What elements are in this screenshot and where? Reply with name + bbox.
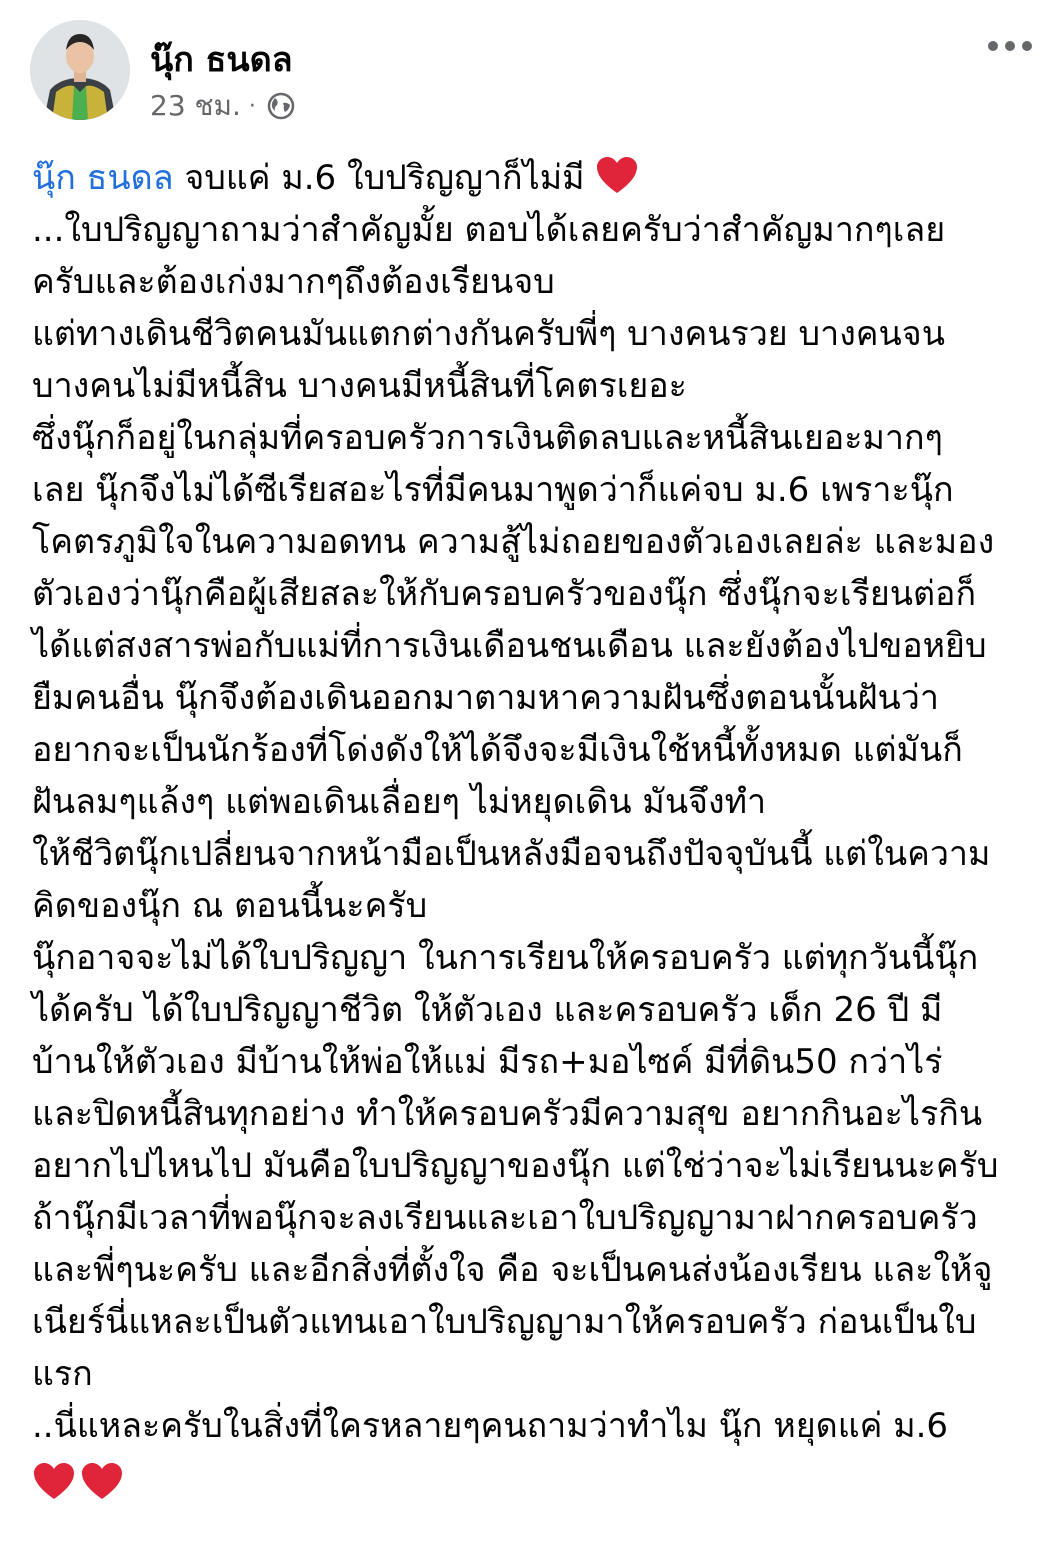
post-lines: [32, 204, 1032, 1452]
heart-icon: [32, 1461, 76, 1501]
more-horizontal-icon: [988, 41, 998, 51]
post-text-line: นุ๊กอาจจะไม่ได้ใบปริญญา ในการเรียนให้ครอบครัว แต่ทุกวันนี้นุ๊ก: [32, 938, 979, 978]
post-text-line: ถ้านุ๊กมีเวลาที่พอนุ๊กจะลงเรียนและเอาใบปริญญามาฝากครอบครัว: [32, 1198, 978, 1238]
post-text-line: ยืมคนอื่น นุ๊กจึงต้องเดินออกมาตามหาความฝันซึ่งตอนนั้นฝันว่า: [32, 678, 939, 718]
post-text-line: บ้านให้ตัวเอง มีบ้านให้พ่อให้แม่ มีรถ+มอไซค์ มีที่ดิน50 กว่าไร่: [32, 1042, 943, 1082]
post-text-line: ซึ่งนุ๊กก็อยู่ในกลุ่มที่ครอบครัวการเงินติดลบและหนี้สินเยอะมากๆ: [32, 418, 943, 458]
author-mention-link[interactable]: นุ๊ก ธนดล: [32, 158, 174, 198]
post-text-line: ตัวเองว่านุ๊กคือผู้เสียสละให้กับครอบครัวของนุ๊ก ซึ่งนุ๊กจะเรียนต่อก็: [32, 574, 977, 614]
more-horizontal-icon: [1022, 41, 1032, 51]
avatar[interactable]: [30, 20, 130, 120]
post-text-line: เนียร์นี่แหละเป็นตัวแทนเอาใบปริญญามาให้ครอบครัว ก่อนเป็นใบ: [32, 1302, 977, 1342]
heart-icon: [80, 1461, 124, 1501]
post-text-line: ..นี่แหละครับในสิ่งที่ใครหลายๆคนถามว่าทำไม นุ๊ก หยุดแค่ ม.6: [32, 1406, 949, 1446]
post-text-line: และพี่ๆนะครับ และอีกสิ่งที่ตั้งใจ คือ จะเป็นคนส่งน้องเรียน และให้จู: [32, 1250, 993, 1290]
author-name[interactable]: นุ๊ก ธนดล: [150, 40, 293, 80]
post-text-line: คิดของนุ๊ก ณ ตอนนี้นะครับ: [32, 886, 428, 926]
post-text-line: โคตรภูมิใจในความอดทน ความสู้ไม่ถอยของตัวเองเลยล่ะ และมอง: [32, 522, 995, 562]
post-text-line: ให้ชีวิตนุ๊กเปลี่ยนจากหน้ามือเป็นหลังมือจนถึงปัจจุบันนี้ แต่ในความ: [32, 834, 991, 874]
headline-text: จบแค่ ม.6 ใบปริญญาก็ไม่มี: [173, 158, 596, 198]
heart-icon: [595, 155, 639, 195]
post-text-line: แต่ทางเดินชีวิตคนมันแตกต่างกันครับพี่ๆ บางคนรวย บางคนจน: [32, 314, 945, 354]
post-text-line: แรก: [32, 1354, 93, 1394]
meta-separator: ·: [248, 93, 256, 119]
hearts-row: [32, 1452, 1032, 1510]
post-text-line: บางคนไม่มีหนี้สิน บางคนมีหนี้สินที่โคตรเยอะ: [32, 366, 687, 406]
post-header: [0, 0, 1062, 140]
post-text-line: อยากจะเป็นนักร้องที่โด่งดังให้ได้จึงจะมีเงินใช้หนี้ทั้งหมด แต่มันก็: [32, 730, 963, 770]
globe-icon: [266, 91, 296, 121]
post-headline: [32, 152, 1032, 204]
post-text-line: และปิดหนี้สินทุกอย่าง ทำให้ครอบครัวมีความสุข อยากกินอะไรกิน: [32, 1094, 983, 1134]
post-text-line: ฝันลมๆแล้งๆ แต่พอเดินเลื่อยๆ ไม่หยุดเดิน มันจึงทำ: [32, 782, 767, 822]
post-meta: [150, 86, 296, 126]
post-body: [32, 152, 1032, 1510]
more-options-button[interactable]: [988, 28, 1032, 64]
post-text-line: ได้แต่สงสารพ่อกับแม่ที่การเงินเดือนชนเดือน และยังต้องไปขอหยิบ: [32, 626, 987, 666]
more-horizontal-icon: [1005, 41, 1015, 51]
post-text-line: ครับและต้องเก่งมากๆถึงต้องเรียนจบ: [32, 262, 555, 302]
avatar-photo: [30, 20, 130, 120]
post-text-line: ...ใบปริญญาถามว่าสำคัญมั้ย ตอบได้เลยครับว่าสำคัญมากๆเลย: [32, 210, 946, 250]
post-text-line: เลย นุ๊กจึงไม่ได้ซีเรียสอะไรที่มีคนมาพูดว่าก็แค่จบ ม.6 เพราะนุ๊ก: [32, 470, 954, 510]
post-timestamp[interactable]: 23 ชม.: [150, 89, 241, 122]
post-text-line: ได้ครับ ได้ใบปริญญาชีวิต ให้ตัวเอง และครอบครัว เด็ก 26 ปี มี: [32, 990, 943, 1030]
post-text-line: อยากไปไหนไป มันคือใบปริญญาของนุ๊ก แต่ใช่ว่าจะไม่เรียนนะครับ: [32, 1146, 999, 1186]
